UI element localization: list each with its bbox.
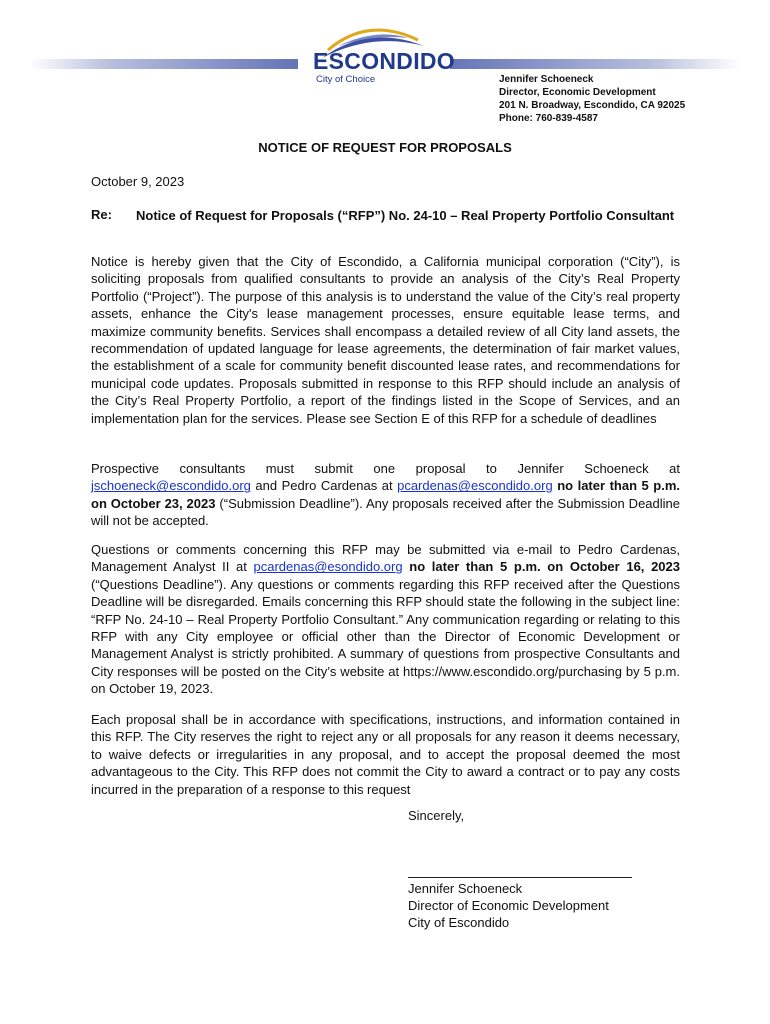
signer-title: Director of Economic Development [408, 898, 609, 913]
submission-outro-text: (“Submission Deadline”). Any proposals received after the Submission Deadline will not be accepted. [91, 495, 680, 529]
paragraph-questions [91, 541, 680, 698]
paragraph-submission [91, 460, 680, 530]
contact-name: Jennifer Schoeneck [499, 74, 594, 85]
signature-line [408, 877, 632, 878]
closing-sincerely: Sincerely, [408, 808, 465, 823]
notice-date: October 9, 2023 [91, 174, 185, 189]
email-link-jschoeneck[interactable]: jschoeneck@escondido.org [91, 478, 251, 494]
questions-outro-text: (“Questions Deadline”). Any questions or comments regarding this RFP received after the Questions Deadline will be disregarded. Emails concerning this RFP should state the following in the subject line: “RFP No. 24-10 – Real Property Portfolio Consultant.” Any communication regarding or relating to this RFP with any City employee or official other than the Director of Economic Development or Management Analyst is strictly prohibited. A summary of questions from prospective Consultants and City responses will be posted on the City’s website at https://www.escondido.org/purchasing by 5 p.m. on October 19, 2023. [91, 576, 680, 697]
logo-wordmark: ESCONDIDO [313, 48, 455, 74]
re-subject: Notice of Request for Proposals (“RFP”) No. 24-10 – Real Property Portfolio Consultant [136, 208, 675, 223]
signer-name: Jennifer Schoeneck [408, 881, 523, 896]
logo-tagline: City of Choice [316, 74, 376, 85]
contact-title: Director, Economic Development [499, 87, 656, 98]
header-band-left [30, 59, 298, 69]
paragraph-intro: Notice is hereby given that the City of Escondido, a California municipal corporation (“City”), is soliciting proposals from qualified consultants to provide an analysis of the City’s Real Property Portfolio (“Project”). The purpose of this analysis is to understand the value of the City’s real property assets, enhance the City's lease management processes, ensure equitable lease terms, and maximize community benefits. Services shall encompass a detailed review of all City land assets, the recommendation of updated language for lease agreements, the determination of fair market values, the establishment of a scale for community benefit discounted lease rates, and recommendations for municipal code updates. Proposals submitted in response to this RFP should include an analysis of the City’s Real Property Portfolio, a report of the findings listed in the Scope of Services, and an implementation plan for the services. Please see Section E of this RFP for a schedule of deadlines [91, 254, 680, 426]
signer-org: City of Escondido [408, 915, 510, 930]
re-label: Re: [91, 207, 112, 222]
submission-middle-text: and Pedro Cardenas at [250, 478, 398, 494]
questions-intro-text: Questions or comments concerning this RFP may be submitted via e-mail to Pedro Cardenas, Management Analyst II at [91, 542, 680, 575]
submission-deadline-text: no later than 5 p.m. on October 23, 2023 [91, 478, 680, 511]
page-title: NOTICE OF REQUEST FOR PROPOSALS [258, 140, 512, 155]
paragraph-proposal-terms: Each proposal shall be in accordance with specifications, instructions, and information contained in this RFP. The City reserves the right to reject any or all proposals for any reason it deems necessary, to waive defects or irregularities in any proposal, and to accept the proposal deemed the most advantageous to the City. This RFP does not commit the City to award a contract or to pay any costs incurred in the preparation of a response to this request [91, 712, 680, 797]
contact-block [499, 73, 685, 125]
submission-intro-text: Prospective consultants must submit one proposal to Jennifer Schoeneck at [91, 461, 680, 476]
email-link-questions[interactable]: pcardenas@esondido.org [253, 559, 403, 575]
contact-address: 201 N. Broadway, Escondido, CA 92025 [499, 100, 686, 111]
contact-phone: Phone: 760-839-4587 [499, 113, 598, 124]
header-band-right [446, 59, 740, 69]
questions-deadline-text: no later than 5 p.m. on October 16, 2023 [402, 559, 680, 575]
signature-block [408, 880, 609, 931]
email-link-pcardenas[interactable]: pcardenas@escondido.org [397, 478, 553, 494]
